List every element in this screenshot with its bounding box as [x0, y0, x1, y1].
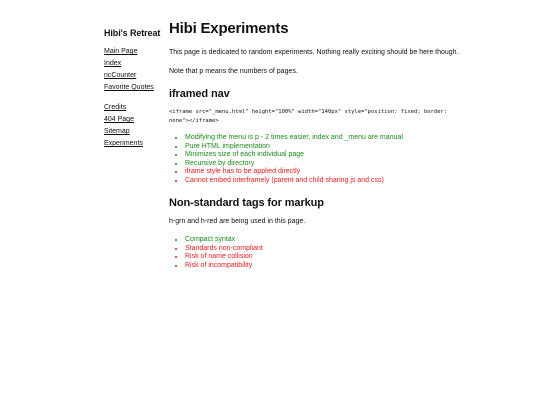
nav-link-favorite-quotes[interactable]: Favorite Quotes [104, 84, 154, 91]
list-item: • Compact syntax [185, 236, 469, 245]
list-item: • iframe style has to be applied directly [185, 168, 469, 177]
list-item: • Minimizes size of each individual page [185, 151, 469, 160]
list-item: • Pure HTML implementation [185, 143, 469, 152]
iframe-code-snippet: <iframe src="_menu.html" height="100%" width="140px" style="position: fixed; border: none"></iframe> [169, 109, 451, 124]
nav-link-nccounter[interactable]: ncCounter [104, 72, 137, 79]
nav-link-404-page[interactable]: 404 Page [104, 116, 134, 123]
main-content [169, 20, 469, 270]
page-title: Hibi Experiments [169, 20, 289, 37]
sidebar-divider [104, 94, 164, 102]
list-item: • Risk of name collision [185, 253, 469, 262]
list-item: • Risk of incompatibility [185, 262, 469, 271]
note-paragraph: Note that p means the numbers of pages. [169, 68, 298, 75]
iframed-nav-list [169, 134, 469, 185]
section-heading-iframed-nav: iframed nav [169, 88, 230, 100]
list-item: • Recursive by directory [185, 160, 469, 169]
nav-link-sitemap[interactable]: Sitemap [104, 128, 130, 135]
site-brand: Hibi's Retreat [104, 28, 161, 38]
nav-link-credits[interactable]: Credits [104, 104, 127, 111]
section-heading-nonstandard-tags: Non-standard tags for markup [169, 197, 324, 209]
nav-link-index[interactable]: Index [104, 60, 122, 67]
list-item: • Cannot embed interframely (parent and child sharing js and css) [185, 177, 469, 186]
sidebar [104, 28, 164, 150]
nav-link-main-page[interactable]: Main Page [104, 48, 138, 55]
list-item: • Modifying the menu is p - 2 times easier, index and _menu are manual [185, 134, 469, 143]
intro-paragraph: This page is dedicated to random experiments. Nothing really exciting should be here though. [169, 49, 459, 56]
list-item: • Standards non-compliant [185, 245, 469, 254]
nav-link-experiments[interactable]: Experiments [104, 140, 143, 147]
sidebar-primary-links [104, 46, 164, 94]
sidebar-secondary-links [104, 102, 164, 150]
nonstandard-tags-list [169, 236, 469, 270]
nonstandard-tags-paragraph: h-grn and h-red are being used in this page. [169, 218, 306, 225]
